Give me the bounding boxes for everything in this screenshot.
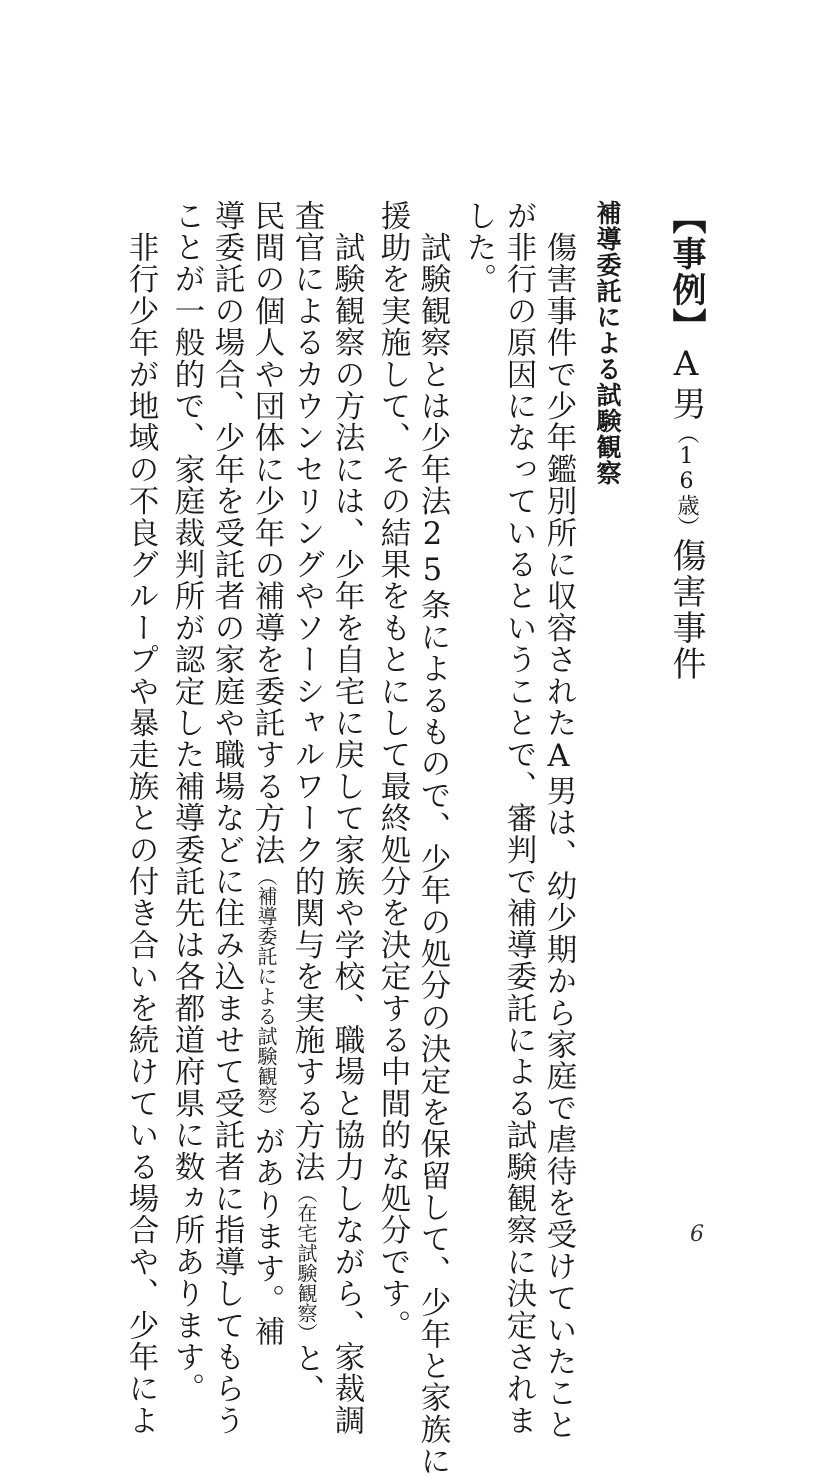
case-age: （16歳）	[674, 422, 699, 538]
body-line: 試験観察とは少年法25条によるもので、少年の処分の決定を保留して、少年と家族に	[415, 200, 450, 1477]
section-subheading: 補導委託による試験観察	[593, 200, 622, 486]
body-line	[206, 200, 246, 1437]
line-text: と、	[289, 1342, 324, 1407]
body-line: 非行少年が地域の不良グループや暴走族との付き合いを続けている場合や、少年によ	[123, 200, 158, 1437]
body-line	[326, 200, 366, 1437]
line-text: 査官によるカウンセリングやソーシャルワーク的関与を実施する方法	[289, 200, 324, 1183]
line-text: 民間の個人や団体に少年の補導を委託する方法	[249, 200, 284, 866]
line-text: ことが一般的で、家庭裁判所が認定した補導委託先は各都道府県に数ヵ所あります。	[169, 200, 204, 1405]
line-text: 導委託の場合、少年を受託者の家庭や職場などに住み込ませて受託者に指導してもらう	[209, 200, 244, 1437]
body-line: 傷害事件で少年鑑別所に収容されたA男は、幼少期から家庭で虐待を受けていたこと	[541, 200, 576, 1441]
line-text: があります。補	[249, 1125, 284, 1348]
body-line: した。	[461, 200, 496, 296]
body-line	[166, 200, 206, 1405]
inline-note: （補導委託による試験観察）	[254, 865, 278, 1126]
case-type: 傷害事件	[666, 538, 706, 682]
case-subject: A男	[666, 344, 706, 422]
inline-note: （在宅試験観察）	[294, 1182, 318, 1343]
case-label: 【事例】	[666, 200, 706, 344]
case-heading	[662, 200, 710, 1230]
body-line	[286, 200, 326, 1407]
body-line	[246, 200, 286, 1348]
line-text: 試験観察の方法には、少年を自宅に戻して家族や学校、職場と協力しながら、家裁調	[329, 200, 364, 1437]
page-number: 6	[690, 1222, 704, 1247]
body-line: 援助を実施して、その結果をもとにして最終処分を決定する中間的な処分です。	[375, 200, 410, 1342]
body-line: が非行の原因になっているということで、審判で補導委託による試験観察に決定されま	[501, 200, 536, 1437]
